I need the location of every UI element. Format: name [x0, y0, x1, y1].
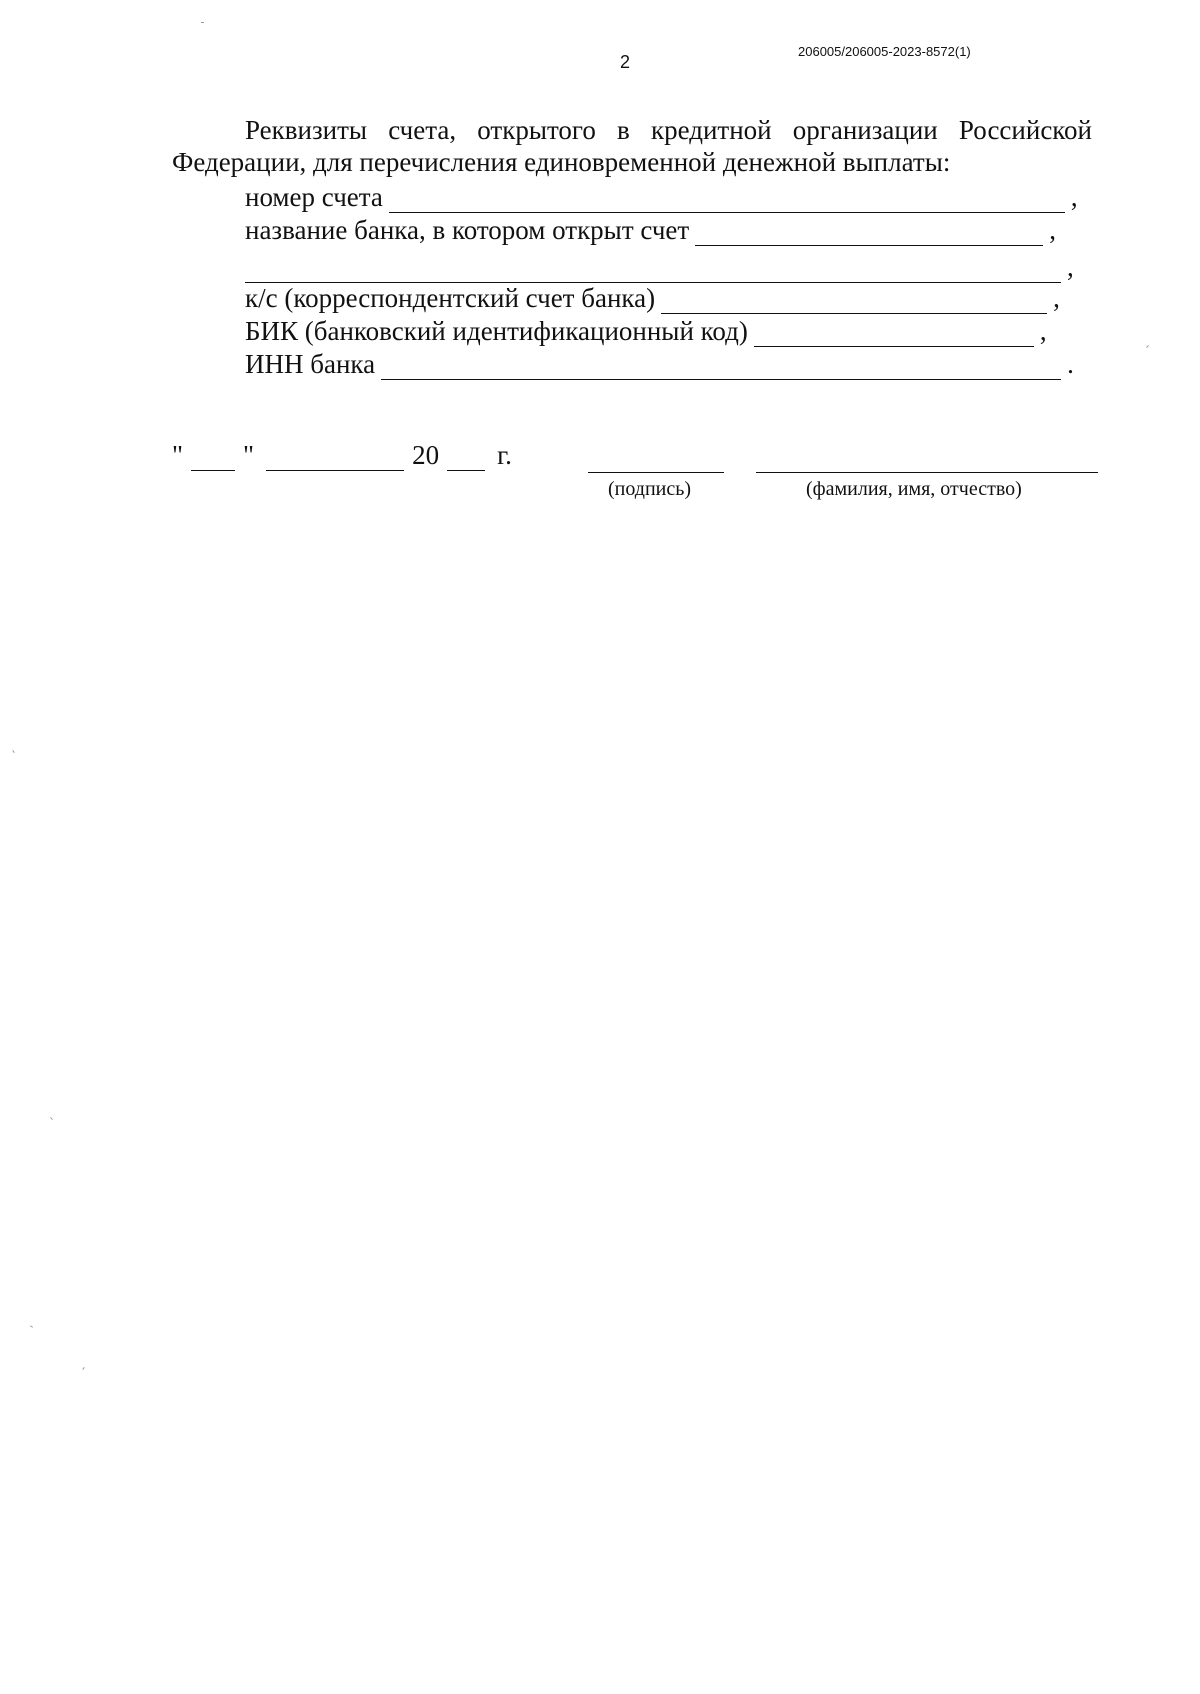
scan-speck	[201, 22, 204, 23]
account-number-blank[interactable]	[389, 188, 1065, 213]
bank-name-end: ,	[1049, 215, 1056, 245]
year-blank[interactable]	[447, 446, 485, 471]
bik-blank[interactable]	[754, 322, 1034, 347]
full-name-caption: (фамилия, имя, отчество)	[806, 478, 1022, 500]
date-close-quote: "	[243, 440, 255, 470]
bank-name-label: название банка, в котором открыт счет	[245, 215, 690, 245]
account-number-label: номер счета	[245, 182, 383, 212]
bik-field[interactable]	[245, 315, 1047, 347]
year-prefix: 20	[412, 440, 440, 470]
month-blank[interactable]	[266, 446, 404, 471]
date-open-quote: "	[172, 440, 184, 470]
bik-end: ,	[1039, 316, 1047, 346]
page-number: 2	[620, 52, 631, 72]
account-number-end: ,	[1070, 182, 1078, 212]
bik-label: БИК (банковский идентификационный код)	[245, 316, 748, 346]
date-block	[172, 440, 512, 471]
paragraph-line-2: Федерации, для перечисления единовременной денежной выплаты:	[172, 147, 951, 177]
correspondent-account-label: к/с (корреспондентский счет банка)	[245, 283, 656, 313]
bank-name-continuation-end: ,	[1067, 252, 1074, 282]
document-id: 206005/206005-2023-8572(1)	[798, 44, 971, 59]
bank-inn-field[interactable]	[245, 348, 1074, 380]
scan-speck	[1146, 345, 1149, 348]
signature-line[interactable]	[588, 472, 724, 473]
correspondent-account-end: ,	[1053, 283, 1060, 313]
account-number-field[interactable]	[245, 181, 1078, 213]
bank-inn-blank[interactable]	[381, 355, 1061, 380]
bank-name-continuation-field[interactable]	[245, 251, 1074, 283]
day-blank[interactable]	[191, 446, 235, 471]
year-suffix: г.	[497, 440, 512, 470]
bank-name-field[interactable]	[245, 214, 1056, 246]
correspondent-account-field[interactable]	[245, 282, 1060, 314]
requisites-paragraph	[172, 114, 1092, 178]
signature-caption: (подпись)	[608, 478, 692, 500]
scan-speck	[12, 750, 14, 753]
scan-speck	[82, 1367, 84, 1370]
correspondent-account-blank[interactable]	[661, 289, 1047, 314]
bank-inn-end: .	[1067, 349, 1074, 379]
bank-inn-label: ИНН банка	[245, 349, 376, 379]
paragraph-line-1: Реквизиты счета, открытого в кредитной организации Российской	[245, 115, 1092, 145]
full-name-line[interactable]	[756, 472, 1098, 473]
bank-name-continuation-blank[interactable]	[245, 258, 1061, 283]
scan-speck	[50, 1117, 53, 1120]
bank-name-blank[interactable]	[695, 221, 1043, 246]
scan-speck	[30, 1325, 33, 1327]
